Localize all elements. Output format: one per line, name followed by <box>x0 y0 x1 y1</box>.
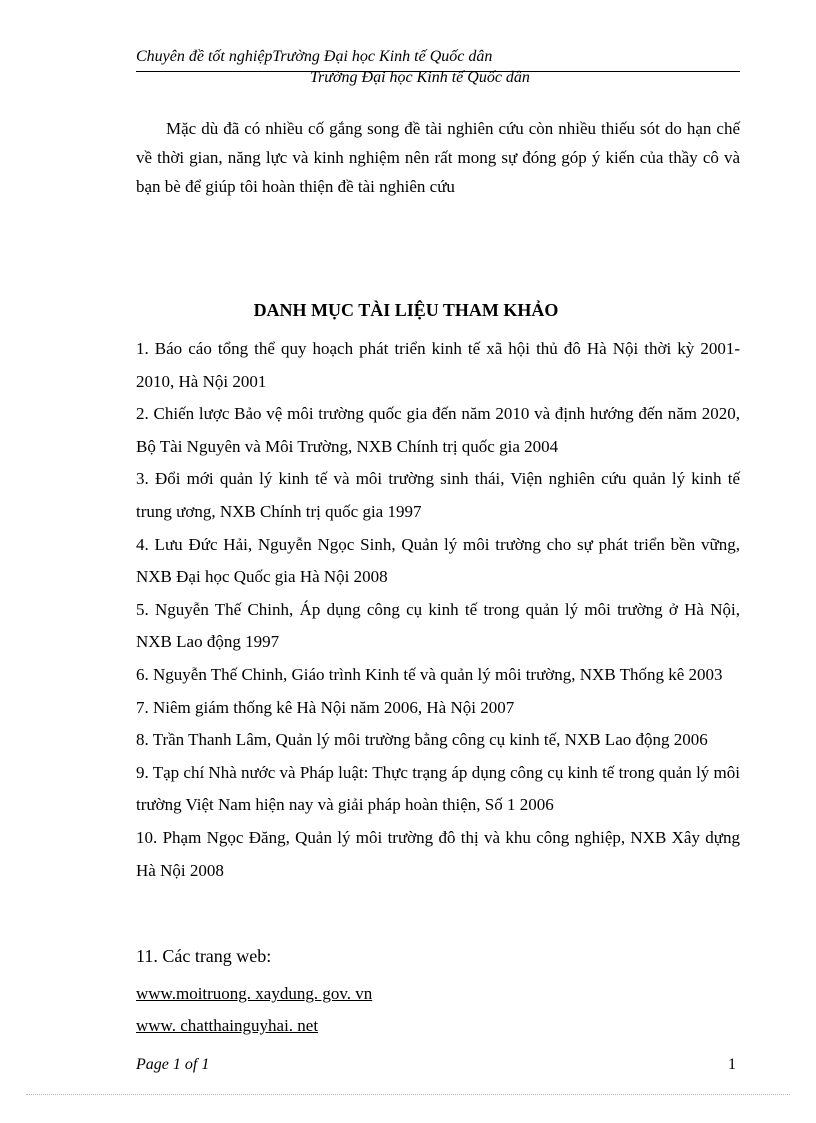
reference-item: 1. Báo cáo tổng thể quy hoạch phát triển kinh tế xã hội thủ đô Hà Nội thời kỳ 2001-2010, Hà Nội 2001 <box>136 339 740 391</box>
intro-paragraph: Mặc dù đã có nhiều cố gắng song đề tài nghiên cứu còn nhiều thiếu sót do hạn chế về thời gian, năng lực và kinh nghiệm nên rất mong sự đóng góp ý kiến của thầy cô và bạn bè để giúp tôi hoàn thiện đề tài nghiên cứu <box>136 119 740 196</box>
reference-item: 5. Nguyễn Thế Chinh, Áp dụng công cụ kinh tế trong quản lý môi trường ở Hà Nội, NXB Lao động 1997 <box>136 599 740 652</box>
running-header: Chuyên đề tốt nghiệpTrường Đại học Kinh tế Quốc dân <box>136 48 493 65</box>
reference-item: 8. Trần Thanh Lâm, Quản lý môi trường bằng công cụ kinh tế, NXB Lao động 2006 <box>136 730 708 750</box>
page-separator <box>26 1094 790 1095</box>
reference-item: 2. Chiến lược Bảo vệ môi trường quốc gia đến năm 2010 và định hướng đến năm 2020, Bộ Tài Nguyên và Môi Trường, NXB Chính trị quốc gia 2004 <box>136 404 740 456</box>
page-number: 1 <box>728 1056 736 1073</box>
reference-item: 7. Niêm giám thống kê Hà Nội năm 2006, Hà Nội 2007 <box>136 697 515 717</box>
references-list <box>136 333 740 887</box>
running-header-secondary: Trường Đại học Kinh tế Quốc dân <box>310 69 530 86</box>
reference-item: 10. Phạm Ngọc Đăng, Quản lý môi trường đô thị và khu công nghiệp, NXB Xây dựng Hà Nội 2008 <box>136 827 740 880</box>
reference-item: 6. Nguyễn Thế Chinh, Giáo trình Kinh tế và quản lý môi trường, NXB Thống kê 2003 <box>136 664 723 684</box>
web-link-moitruong[interactable]: www.moitruong. xaydung. gov. vn <box>136 984 373 1003</box>
web-references-label: 11. Các trang web: <box>136 946 272 966</box>
reference-item: 4. Lưu Đức Hải, Nguyễn Ngọc Sinh, Quản lý môi trường cho sự phát triển bền vững, NXB Đại học Quốc gia Hà Nội 2008 <box>136 534 740 587</box>
web-link-chatthainguyhai[interactable]: www. chatthainguyhai. net <box>136 1016 319 1035</box>
reference-item: 3. Đổi mới quản lý kinh tế và môi trường sinh thái, Viện nghiên cứu quản lý kinh tế trung ương, NXB Chính trị quốc gia 1997 <box>136 469 740 521</box>
reference-item: 9. Tạp chí Nhà nước và Pháp luật: Thực trạng áp dụng công cụ kinh tế trong quản lý môi trường Việt Nam hiện nay và giải pháp hoàn thiện, Số 1 2006 <box>136 762 740 815</box>
page-of-label: Page 1 of 1 <box>136 1056 210 1073</box>
references-title: DANH MỤC TÀI LIỆU THAM KHẢO <box>253 300 559 320</box>
